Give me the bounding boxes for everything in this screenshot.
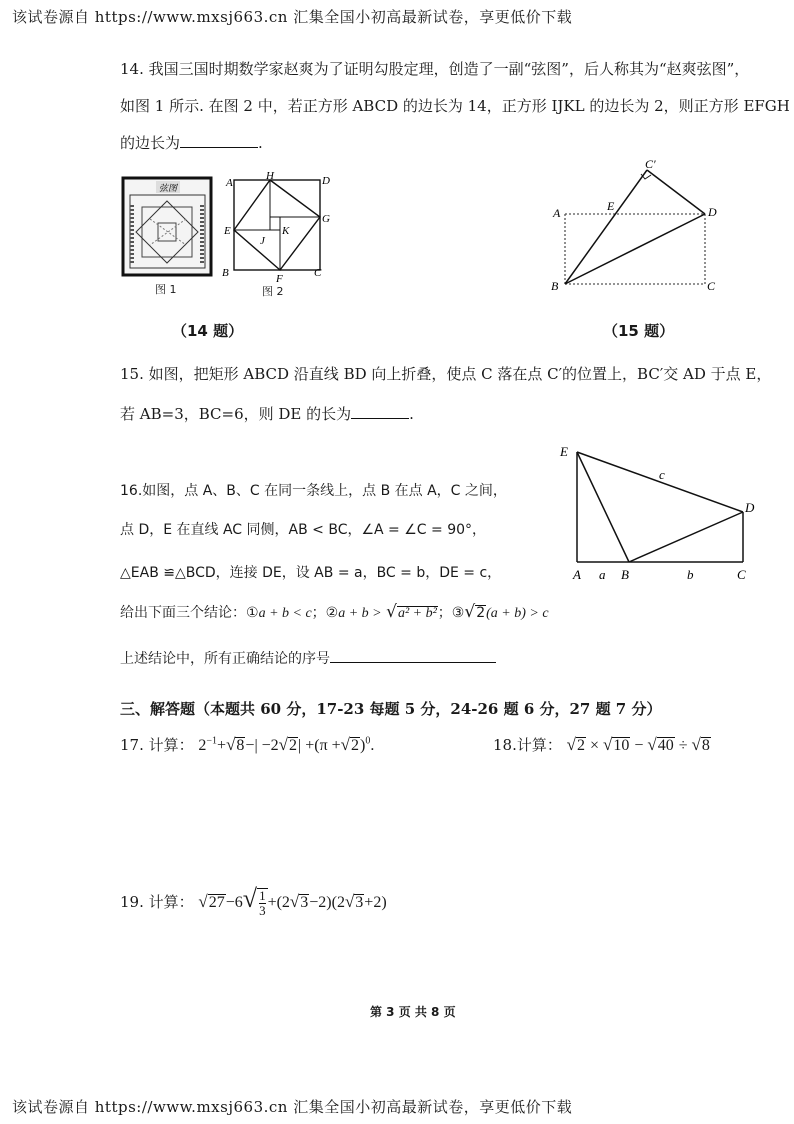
fig2-label-E: E xyxy=(224,225,231,237)
fig1-title: 弦图 xyxy=(158,183,178,193)
q15-line1: 15. 如图，把矩形 ABCD 沿直线 BD 向上折叠，使点 C 落在点 C′的位置上，BC′交 AD 于点 E， xyxy=(120,365,772,383)
q15-caption: （15 题） xyxy=(603,322,675,340)
q16-line2: 点 D，E 在直线 AC 同侧，AB < BC，∠A = ∠C = 90°， xyxy=(120,522,487,538)
q14-line2: 如图 1 所示. 在图 2 中，若正方形 ABCD 的边长为 14，正方形 IJKL 的边长为 2，则正方形 EFGH xyxy=(120,97,790,115)
q16-conclusion-2-radicand: a² + b² xyxy=(397,606,437,621)
q16-label-E: E xyxy=(560,444,568,459)
q15-line2 xyxy=(120,403,414,424)
q14-line1: 14. 我国三国时期数学家赵爽为了证明勾股定理，创造了一副“弦图”，后人称其为“赵爽弦图”， xyxy=(120,60,750,78)
q16-label-a: a xyxy=(599,567,606,582)
q15-label-C: C xyxy=(707,279,716,293)
q14-caption: （14 题） xyxy=(172,322,244,340)
q16-line3: △EAB ≌△BCD，连接 DE，设 AB = a，BC = b，DE = c， xyxy=(120,565,502,581)
fig2-label-J: J xyxy=(260,235,265,247)
q15-line2-text: 若 AB=3，BC=6，则 DE 的长为 xyxy=(120,405,352,423)
q15-answer-blank[interactable] xyxy=(351,404,409,419)
footer-ad: 该试卷源自 https://www.mxsj663.cn 汇集全国小初高最新试卷，享更低价下载 xyxy=(12,1098,573,1116)
fig2-label-C: C xyxy=(314,267,322,279)
q14-figure-2 xyxy=(218,170,338,290)
q17-expression: $2^{-1}+√8-| -2√2| +(\pi +√2)^0$. xyxy=(198,735,375,754)
q15-label-A: A xyxy=(553,206,561,220)
q15-label-E: E xyxy=(607,199,615,213)
fig1-label: 图 1 xyxy=(155,283,177,296)
square-abcd xyxy=(234,180,320,270)
q14-line3-text: 的边长为 xyxy=(120,134,181,152)
q16-answer-blank[interactable] xyxy=(330,648,496,663)
q18-label: 18.计算： xyxy=(493,736,562,754)
q16-label-C: C xyxy=(737,567,746,582)
q16-sep-3: ；③ xyxy=(437,605,465,621)
q19-label: 19. 计算： xyxy=(120,893,194,911)
q15-edge-CpD xyxy=(647,170,705,214)
q16-conclusion-1: a + b < c xyxy=(258,606,312,621)
q19 xyxy=(120,884,387,919)
q15-label-B: B xyxy=(551,279,559,293)
q15-line2-end: . xyxy=(409,405,414,423)
q16-figure xyxy=(555,440,765,585)
fig2-label-D: D xyxy=(322,175,330,187)
q18-expression: √2 × √10 − √40 ÷ √8 xyxy=(566,735,710,754)
fig2-label-F: F xyxy=(276,273,283,285)
section3-title: 三、解答题（本题共 60 分，17-23 每题 5 分，24-26 题 6 分，27 题 7 分） xyxy=(120,700,662,718)
fig2-label-H: H xyxy=(266,170,274,182)
q16-conclusion-2: a + b > xyxy=(338,606,382,621)
q16-conclusion-3: (a + b) > c xyxy=(486,606,549,621)
square-efgh xyxy=(234,180,320,270)
fig2-label-G: G xyxy=(322,213,330,225)
fig2-label-A: A xyxy=(226,177,233,189)
q14-line3 xyxy=(120,132,263,153)
q19-expression: √27−6√ $\frac{1}{3}$ +(2√3−2)(2√3+2) xyxy=(198,884,387,919)
q16-line4: 给出下面三个结论：①a + b < c；②a + b > √a² + b²；③√2(a + b) > c xyxy=(120,602,549,622)
q16-sep-2: ；② xyxy=(311,605,339,621)
q16-label-A: A xyxy=(573,567,581,582)
q18 xyxy=(493,734,711,755)
q15-label-Cp: C′ xyxy=(645,157,656,171)
fig2-label-B: B xyxy=(222,267,229,279)
q16-label-D: D xyxy=(745,500,755,515)
q16-label-b: b xyxy=(687,567,694,582)
q15-diagonal-BD xyxy=(565,214,705,284)
q16-line1: 16.如图，点 A、B、C 在同一条线上，点 B 在点 A，C 之间， xyxy=(120,483,507,499)
fig2-label: 图 2 xyxy=(262,285,284,298)
q16-line5-text: 上述结论中，所有正确结论的序号 xyxy=(120,651,330,667)
q16-line5 xyxy=(120,648,496,668)
q14-figure-1 xyxy=(120,175,215,280)
q15-label-D: D xyxy=(708,205,717,219)
q16-label-c: c xyxy=(659,467,665,482)
q14-line3-end: . xyxy=(258,134,263,152)
q17 xyxy=(120,734,374,755)
q17-label: 17. 计算： xyxy=(120,736,194,754)
q15-figure xyxy=(545,150,745,295)
header-ad: 该试卷源自 https://www.mxsj663.cn 汇集全国小初高最新试卷，享更低价下载 xyxy=(12,8,573,26)
fig2-label-K: K xyxy=(282,225,290,237)
q16-label-B: B xyxy=(621,567,629,582)
q14-answer-blank[interactable] xyxy=(180,133,258,148)
page-number: 第 3 页 共 8 页 xyxy=(370,1005,456,1019)
q15-edge-BCp xyxy=(565,170,647,284)
q16-conclusions-intro: 给出下面三个结论：① xyxy=(120,605,259,621)
q16-edge-BD xyxy=(629,512,743,562)
